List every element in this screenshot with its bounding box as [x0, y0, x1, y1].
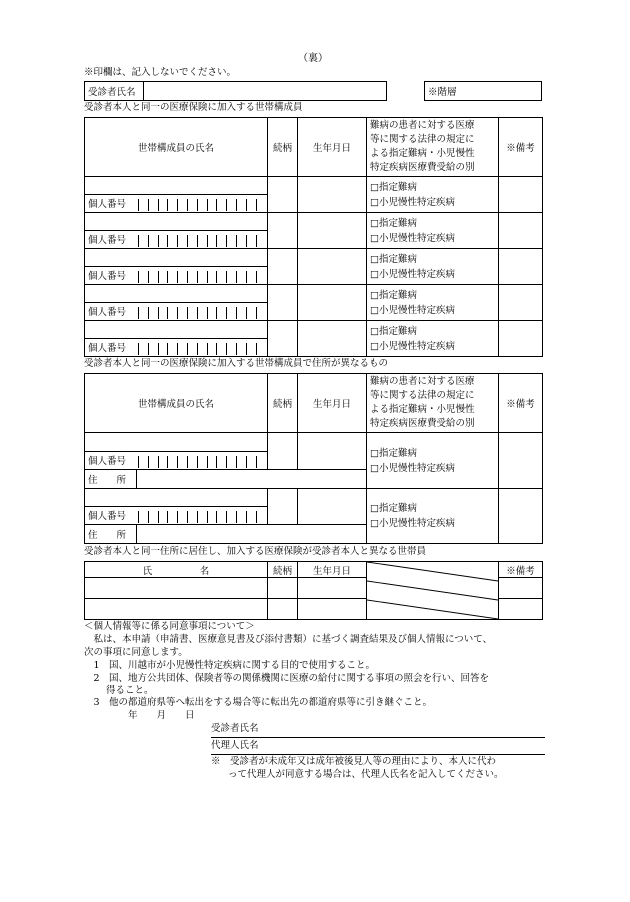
relation-field[interactable]	[268, 213, 298, 249]
digit-box[interactable]	[158, 271, 168, 283]
patient-name-field[interactable]	[144, 82, 387, 101]
digit-box[interactable]	[197, 307, 207, 319]
col-name-header: 氏 名	[85, 562, 268, 578]
address-label: 住 所	[85, 525, 137, 544]
digit-box[interactable]	[148, 271, 158, 283]
dob-field[interactable]	[298, 578, 367, 599]
digit-box[interactable]	[167, 199, 177, 211]
patient-name-label: 受診者氏名	[85, 82, 144, 101]
digit-box[interactable]	[138, 456, 148, 468]
member-name-field[interactable]	[85, 213, 268, 231]
member-name-field[interactable]	[85, 433, 268, 452]
col-name-header: 世帯構成員の氏名	[85, 374, 268, 433]
cert-options	[367, 177, 499, 213]
my-number-row: 個人番号	[85, 452, 268, 470]
digit-box[interactable]	[177, 235, 187, 247]
consent-title: ＜個人情報等に係る同意事項について＞	[84, 621, 255, 632]
digit-box[interactable]	[167, 343, 177, 355]
col-cert-header: 難病の患者に対する医療 等に関する法律の規定に よる指定難病・小児慢性 特定疾病医療費受給の別	[367, 118, 499, 177]
digit-box[interactable]	[216, 343, 226, 355]
digit-box[interactable]	[187, 456, 197, 468]
digit-box[interactable]	[256, 456, 266, 468]
option-designated-intractable[interactable]: □指定難病	[370, 181, 417, 193]
digit-box[interactable]	[197, 199, 207, 211]
digit-box[interactable]	[197, 456, 207, 468]
digit-box[interactable]	[158, 511, 168, 523]
remarks-field	[499, 249, 543, 285]
consent-item-3: 3 他の都道府県等へ転出をする場合等に転出先の都道府県等に引き継ぐこと。	[84, 697, 433, 708]
section2-title: 受診者本人と同一の医療保険に加入する世帯構成員で住所が異なるもの	[84, 358, 389, 369]
address-field[interactable]	[137, 525, 367, 544]
dob-field[interactable]	[298, 213, 367, 249]
remarks-field	[499, 213, 543, 249]
digit-box[interactable]	[187, 307, 197, 319]
dob-field[interactable]	[298, 433, 367, 470]
remarks-field	[499, 285, 543, 321]
digit-box[interactable]	[148, 456, 158, 468]
remarks-field	[499, 599, 543, 620]
option-pediatric-chronic[interactable]: □小児慢性特定疾病	[370, 518, 455, 529]
digit-box[interactable]	[226, 343, 236, 355]
digit-box[interactable]	[216, 456, 226, 468]
digit-box[interactable]	[256, 307, 266, 319]
digit-box[interactable]	[226, 271, 236, 283]
digit-box[interactable]	[158, 235, 168, 247]
patient-signature-label: 受診者氏名	[211, 723, 259, 734]
digit-box[interactable]	[167, 307, 177, 319]
option-designated-intractable[interactable]: □指定難病	[370, 503, 417, 514]
remarks-field	[499, 433, 543, 489]
digit-box[interactable]	[167, 271, 177, 283]
digit-box[interactable]	[246, 511, 256, 523]
dob-field[interactable]	[298, 489, 367, 525]
address-field[interactable]	[137, 470, 367, 489]
digit-box[interactable]	[256, 511, 266, 523]
digit-box[interactable]	[216, 271, 226, 283]
cert-options	[367, 285, 499, 321]
my-number-row: 個人番号	[85, 507, 268, 525]
remarks-field	[499, 177, 543, 213]
option-designated-intractable[interactable]: □指定難病	[370, 447, 417, 459]
member-name-field[interactable]	[85, 321, 268, 339]
relation-field[interactable]	[268, 578, 298, 599]
option-pediatric-chronic[interactable]: □小児慢性特定疾病	[370, 304, 455, 316]
digit-box[interactable]	[216, 307, 226, 319]
consent-item-2: 2 国、地方公共団体、保険者等の関係機関に医療の給付に関する事項の照会を行い、回答を	[84, 673, 490, 684]
digit-box[interactable]	[187, 199, 197, 211]
digit-box[interactable]	[207, 511, 217, 523]
cert-options	[367, 489, 499, 544]
member-name-field[interactable]	[85, 578, 268, 599]
digit-box[interactable]	[177, 307, 187, 319]
digit-box[interactable]	[226, 235, 236, 247]
digit-box[interactable]	[187, 271, 197, 283]
col-remarks-header: ※備考	[499, 562, 543, 578]
patient-name-box	[84, 81, 387, 101]
digit-box[interactable]	[148, 235, 158, 247]
digit-box[interactable]	[246, 235, 256, 247]
my-number-row: 個人番号	[85, 339, 268, 357]
relation-field[interactable]	[268, 249, 298, 285]
digit-box[interactable]	[187, 343, 197, 355]
relation-field[interactable]	[268, 177, 298, 213]
section1-title: 受診者本人と同一の医療保険に加入する世帯構成員	[84, 102, 303, 113]
digit-box[interactable]	[256, 343, 266, 355]
digit-box[interactable]	[158, 199, 168, 211]
digit-box[interactable]	[246, 199, 256, 211]
dob-field[interactable]	[298, 285, 367, 321]
different-insurance-table	[84, 561, 543, 620]
digit-box[interactable]	[197, 235, 207, 247]
dob-field[interactable]	[298, 321, 367, 357]
digit-box[interactable]	[236, 511, 246, 523]
cert-options	[367, 321, 499, 357]
digit-box[interactable]	[138, 343, 148, 355]
digit-box[interactable]	[216, 235, 226, 247]
digit-box[interactable]	[226, 199, 236, 211]
option-pediatric-chronic[interactable]: □小児慢性特定疾病	[370, 232, 455, 244]
col-relation-header: 続柄	[268, 118, 298, 177]
col-remarks-header: ※備考	[499, 374, 543, 433]
digit-box[interactable]	[158, 456, 168, 468]
consent-intro-1: 私は、本申請（申請書、医療意見書及び添付書類）に基づく調査結果及び個人情報について、	[84, 634, 493, 645]
digit-box[interactable]	[138, 199, 148, 211]
option-pediatric-chronic[interactable]: □小児慢性特定疾病	[370, 462, 455, 474]
relation-field[interactable]	[268, 433, 298, 470]
digit-box[interactable]	[226, 456, 236, 468]
relation-field[interactable]	[268, 285, 298, 321]
digit-box[interactable]	[138, 271, 148, 283]
digit-box[interactable]	[236, 235, 246, 247]
dob-field[interactable]	[298, 177, 367, 213]
digit-box[interactable]	[207, 199, 217, 211]
col-name-header: 世帯構成員の氏名	[85, 118, 268, 177]
member-name-field[interactable]	[85, 285, 268, 303]
member-name-field[interactable]	[85, 489, 268, 507]
digit-box[interactable]	[246, 307, 256, 319]
agent-note-1: ※ 受診者が未成年又は成年被後見人等の理由により、本人に代わ	[211, 756, 497, 767]
digit-box[interactable]	[148, 343, 158, 355]
digit-box[interactable]	[177, 511, 187, 523]
member-name-field[interactable]	[85, 599, 268, 620]
col-cert-header: 難病の患者に対する医療 等に関する法律の規定に よる指定難病・小児慢性 特定疾病医療費受給の別	[367, 374, 499, 433]
relation-field[interactable]	[268, 599, 298, 620]
remarks-field	[499, 321, 543, 357]
col-dob-header: 生年月日	[298, 562, 367, 578]
digit-box[interactable]	[246, 271, 256, 283]
digit-box[interactable]	[197, 511, 207, 523]
household-table	[84, 117, 543, 357]
agent-note-2: って代理人が同意する場合は、代理人氏名を記入してください。	[228, 769, 504, 780]
my-number-row: 個人番号	[85, 267, 268, 285]
digit-box[interactable]	[177, 343, 187, 355]
option-pediatric-chronic[interactable]: □小児慢性特定疾病	[370, 196, 455, 208]
digit-box[interactable]	[158, 343, 168, 355]
digit-box[interactable]	[256, 199, 266, 211]
digit-box[interactable]	[226, 307, 236, 319]
consent-date[interactable]: 年 月 日	[128, 710, 195, 721]
tier-label[interactable]: ※階層	[425, 82, 542, 101]
digit-box[interactable]	[197, 271, 207, 283]
address-label: 住 所	[85, 470, 137, 489]
digit-box[interactable]	[187, 235, 197, 247]
option-designated-intractable[interactable]: □指定難病	[370, 325, 417, 337]
agent-signature-line[interactable]	[211, 754, 545, 755]
digit-box[interactable]	[138, 235, 148, 247]
remarks-field	[499, 489, 543, 544]
digit-box[interactable]	[187, 511, 197, 523]
digit-box[interactable]	[236, 271, 246, 283]
household-other-address-table	[84, 373, 543, 544]
dob-field[interactable]	[298, 249, 367, 285]
digit-box[interactable]	[236, 456, 246, 468]
tier-box	[424, 81, 542, 101]
digit-box[interactable]	[246, 456, 256, 468]
struck-out-cell	[367, 562, 499, 620]
option-designated-intractable[interactable]: □指定難病	[370, 217, 417, 229]
digit-box[interactable]	[177, 456, 187, 468]
digit-box[interactable]	[177, 271, 187, 283]
col-relation-header: 続柄	[268, 374, 298, 433]
digit-box[interactable]	[148, 511, 158, 523]
member-name-field[interactable]	[85, 177, 268, 195]
digit-box[interactable]	[226, 511, 236, 523]
section3-title: 受診者本人と同一住所に居住し、加入する医療保険が受診者本人と異なる世帯員	[84, 546, 427, 557]
digit-box[interactable]	[167, 511, 177, 523]
digit-box[interactable]	[246, 343, 256, 355]
dob-field[interactable]	[298, 599, 367, 620]
col-relation-header: 続柄	[268, 562, 298, 578]
digit-box[interactable]	[197, 343, 207, 355]
member-name-field[interactable]	[85, 249, 268, 267]
digit-box[interactable]	[167, 235, 177, 247]
col-remarks-header: ※備考	[499, 118, 543, 177]
relation-field[interactable]	[268, 489, 298, 525]
my-number-row: 個人番号	[85, 303, 268, 321]
digit-box[interactable]	[158, 307, 168, 319]
option-pediatric-chronic[interactable]: □小児慢性特定疾病	[370, 340, 455, 352]
digit-box[interactable]	[148, 199, 158, 211]
option-designated-intractable[interactable]: □指定難病	[370, 289, 417, 301]
digit-box[interactable]	[138, 511, 148, 523]
option-pediatric-chronic[interactable]: □小児慢性特定疾病	[370, 268, 455, 280]
digit-box[interactable]	[177, 199, 187, 211]
patient-signature-line[interactable]	[211, 737, 545, 738]
digit-box[interactable]	[256, 235, 266, 247]
page-label: （裏）	[298, 53, 328, 64]
digit-box[interactable]	[207, 235, 217, 247]
consent-intro-2: 次の事項に同意します。	[84, 647, 188, 658]
digit-box[interactable]	[138, 307, 148, 319]
digit-box[interactable]	[207, 456, 217, 468]
my-number-row: 個人番号	[85, 195, 268, 213]
col-dob-header: 生年月日	[298, 374, 367, 433]
digit-box[interactable]	[216, 199, 226, 211]
digit-box[interactable]	[148, 307, 158, 319]
remarks-field	[499, 578, 543, 599]
consent-item-1: 1 国、川越市が小児慢性特定疾病に関する目的で使用すること。	[84, 660, 376, 671]
digit-box[interactable]	[167, 456, 177, 468]
cert-options	[367, 433, 499, 489]
cert-options	[367, 249, 499, 285]
agent-signature-label: 代理人氏名	[211, 740, 259, 751]
digit-box[interactable]	[256, 271, 266, 283]
digit-box[interactable]	[207, 343, 217, 355]
digit-box[interactable]	[207, 307, 217, 319]
strike-lines	[367, 562, 498, 619]
stamp-note: ※印欄は、記入しないでください。	[84, 67, 237, 78]
cert-options	[367, 213, 499, 249]
digit-box[interactable]	[236, 343, 246, 355]
option-designated-intractable[interactable]: □指定難病	[370, 253, 417, 265]
digit-box[interactable]	[207, 271, 217, 283]
relation-field[interactable]	[268, 321, 298, 357]
col-dob-header: 生年月日	[298, 118, 367, 177]
consent-item-2-cont: 得ること。	[106, 685, 154, 696]
digit-box[interactable]	[236, 199, 246, 211]
my-number-row: 個人番号	[85, 231, 268, 249]
digit-box[interactable]	[216, 511, 226, 523]
digit-box[interactable]	[236, 307, 246, 319]
